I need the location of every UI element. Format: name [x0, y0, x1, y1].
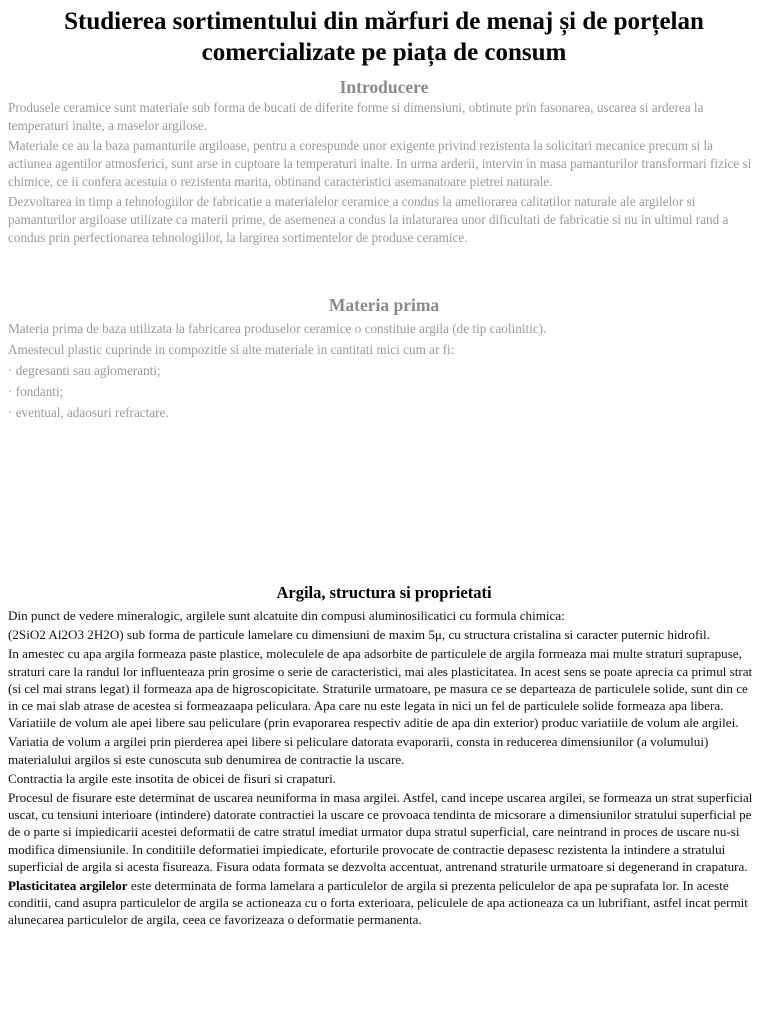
- document-title: [0, 0, 768, 68]
- list-item: · fondanti;: [8, 384, 64, 399]
- paragraph: Contractia la argile este insotita de obicei de fisuri si crapaturi.: [8, 770, 337, 786]
- paragraph: Dezvoltarea in timp a tehnologiilor de fabricatie a materialelor ceramice a condus la ameliorarea calitatilor naturale ale argilelor si pamanturilor argiloase utilizate ca materii prime, de asemenea a condus la inlaturarea unor dificultati de fabricatie si nu in ultimul rand a condus prin perfectionarea tehnologiilor, la largirea sortimentelor de produse ceramice.: [8, 194, 729, 245]
- document-title-line-2: comercializate pe piața de consum: [201, 39, 567, 66]
- list-item: · degresanti sau aglomeranti;: [8, 363, 161, 378]
- section-heading-introducere: Introducere: [339, 77, 429, 97]
- section-materia-prima: [0, 294, 768, 425]
- list-item: · eventual, adaosuri refractare.: [8, 405, 169, 420]
- paragraph-plasticitate: [0, 877, 768, 929]
- section-argila: [0, 582, 768, 931]
- paragraph: Materia prima de baza utilizata la fabricarea produselor ceramice o constituie argila (de tip caolinitic).: [8, 321, 547, 336]
- paragraph: Din punct de vedere mineralogic, argilele sunt alcatuite din compusi aluminosilicatici cu formula chimica:: [8, 608, 565, 623]
- paragraph: In amestec cu apa argila formeaza paste plastice, moleculele de apa adsorbite de particulele de argila formeaza mai multe straturi suprapuse, straturi care la randul lor influenteaza prin grosime o serie de caracteristici, mai ales plasticitatea. In acest sens se poate aprecia ca primul strat (si cel mai strans legat) il formeaza apa de higroscopicitate. Straturile urmatoare, pe masura ce se departeaza de particulele solide, sunt din ce in ce mai slab atrase de acestea si formeazaapa peliculara. Apa care nu este legata in nici un fel de particulele solide formeaza apa libera. Variatiile de volum ale apei libere sau peliculare (prin evaporarea respectiv aditie de apa din exterior) produc variatiile de volum ale argilei.: [8, 646, 753, 731]
- section-introducere: [0, 76, 768, 249]
- paragraph: (2SiO2 Al2O3 2H2O) sub forma de particule lamelare cu dimensiuni de maxim 5μ, cu structura cristalina si caracter puternic hidrofil.: [8, 627, 710, 643]
- section-heading-argila: Argila, structura si proprietati: [276, 583, 492, 602]
- paragraph: Materiale ce au la baza pamanturile argiloase, pentru a corespunde unor exigente privind rezistenta la solicitari mecanice precum si la actiunea agentilor atmosferici, sunt arse in cuptoare la temperaturi inalte. In urma arderii, intervin in masa pamanturilor transformari fizice si chimice, ce ii confera acestuia o rezistenta marita, obtinand caracteristici asemanatoare pietrei naturale.: [8, 138, 752, 189]
- section-heading-materia-prima: Materia prima: [328, 295, 440, 315]
- document-title-line-1: Studierea sortimentului din mărfuri de menaj și de porțelan: [64, 8, 704, 35]
- paragraph-lead-term: Plasticitatea argilelor: [8, 878, 128, 894]
- paragraph: Variatia de volum a argilei prin pierderea apei libere si peliculare datorata evaporarii, consta in reducerea dimensiunilor (a volumului) materialului argilos si este cunoscuta sub denumirea de contractie la uscare.: [8, 734, 709, 767]
- paragraph: Produsele ceramice sunt materiale sub forma de bucati de diferite forme si dimensiuni, obtinute prin fasonarea, uscarea si arderea la temperaturi inalte, a maselor argilose.: [8, 100, 704, 133]
- paragraph: Procesul de fisurare este determinat de uscarea neuniforma in masa argilei. Astfel, cand incepe uscarea argilei, se formeaza un strat superficial uscat, cu tensiuni interioare (intindere) datorate contractiei la uscare ce provoaca tendinta de micsorare a dimensiunilor stratului superficial pe de o parte si impiedicarii acestei deformatii de catre stratul imediat urmator dupa stratul superficial, care neintrand in proces de uscare nu-si modifica dimensiunile. In conditiile deformatiei impiedicate, eforturile provocate de contractie depasesc rezistenta la intindere a stratului superficial de argila si acesta fisureaza. Fisura odata formata se dezvolta accentuat, antrenand straturile urmatoare si degenerand in crapatura.: [8, 790, 753, 874]
- paragraph: Amestecul plastic cuprinde in compozitie si alte materiale in cantitati mici cum ar fi:: [8, 342, 455, 357]
- paragraph-body: este determinata de forma lamelara a particulelor de argila si prezenta peliculelor de apa pe suprafata lor. In aceste conditii, cand asupra particulelor de argila se actioneaza cu o forta exterioara, peliculele de apa actioneaza ca un lubrifiant, astfel incat permit alunecarea particulelor de argila, ceea ce favorizeaza o deformatie permanenta.: [8, 878, 748, 928]
